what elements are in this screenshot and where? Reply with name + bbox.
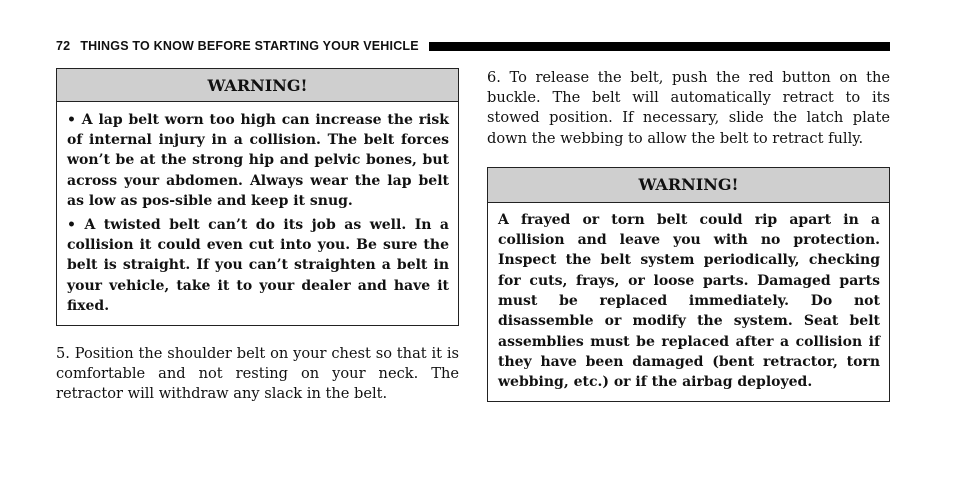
warning-title: WARNING! bbox=[57, 69, 458, 102]
warning-body bbox=[57, 102, 458, 325]
section-title: THINGS TO KNOW BEFORE STARTING YOUR VEHICLE bbox=[80, 39, 419, 53]
step-6-paragraph: 6. To release the belt, push the red button on the buckle. The belt will automatically retract to its stowed position. If necessary, slide the latch plate down the webbing to allow the belt to retract fully. bbox=[487, 69, 890, 147]
warning-text: A frayed or torn belt could rip apart in a collision and leave you with no protection. Inspect the belt system periodically, checking for cuts, frays, or loose parts. Damaged parts must be replaced immediately. Do not disassemble or modify the system. Seat belt assemblies must be replaced after a collision if they have been damaged (bent retractor, torn webbing, etc.) or if the airbag deployed. bbox=[498, 211, 880, 391]
page-number: 72 bbox=[56, 39, 71, 53]
warning-box-frayed-belt bbox=[487, 167, 890, 403]
header-rule bbox=[429, 42, 890, 51]
warning-bullet: • A lap belt worn too high can increase the risk of internal injury in a collision. The belt forces won’t be at the strong hip and pelvic bones, but across your abdomen. Always wear the lap belt as low as pos-sible and keep it snug. bbox=[67, 112, 449, 209]
warning-box-lap-belt bbox=[56, 68, 459, 326]
left-column bbox=[56, 68, 459, 405]
right-column bbox=[487, 68, 890, 402]
step-5-paragraph: 5. Position the shoulder belt on your chest so that it is comfortable and not resting on your neck. The retractor will withdraw any slack in the belt. bbox=[56, 345, 459, 403]
warning-bullet: • A twisted belt can’t do its job as well. In a collision it could even cut into you. Be sure the belt is straight. If you can’t straighten a belt in your vehicle, take it to your dealer and have it fixed. bbox=[67, 217, 449, 314]
warning-body bbox=[488, 203, 889, 402]
page-header bbox=[56, 37, 890, 55]
warning-title: WARNING! bbox=[488, 168, 889, 203]
